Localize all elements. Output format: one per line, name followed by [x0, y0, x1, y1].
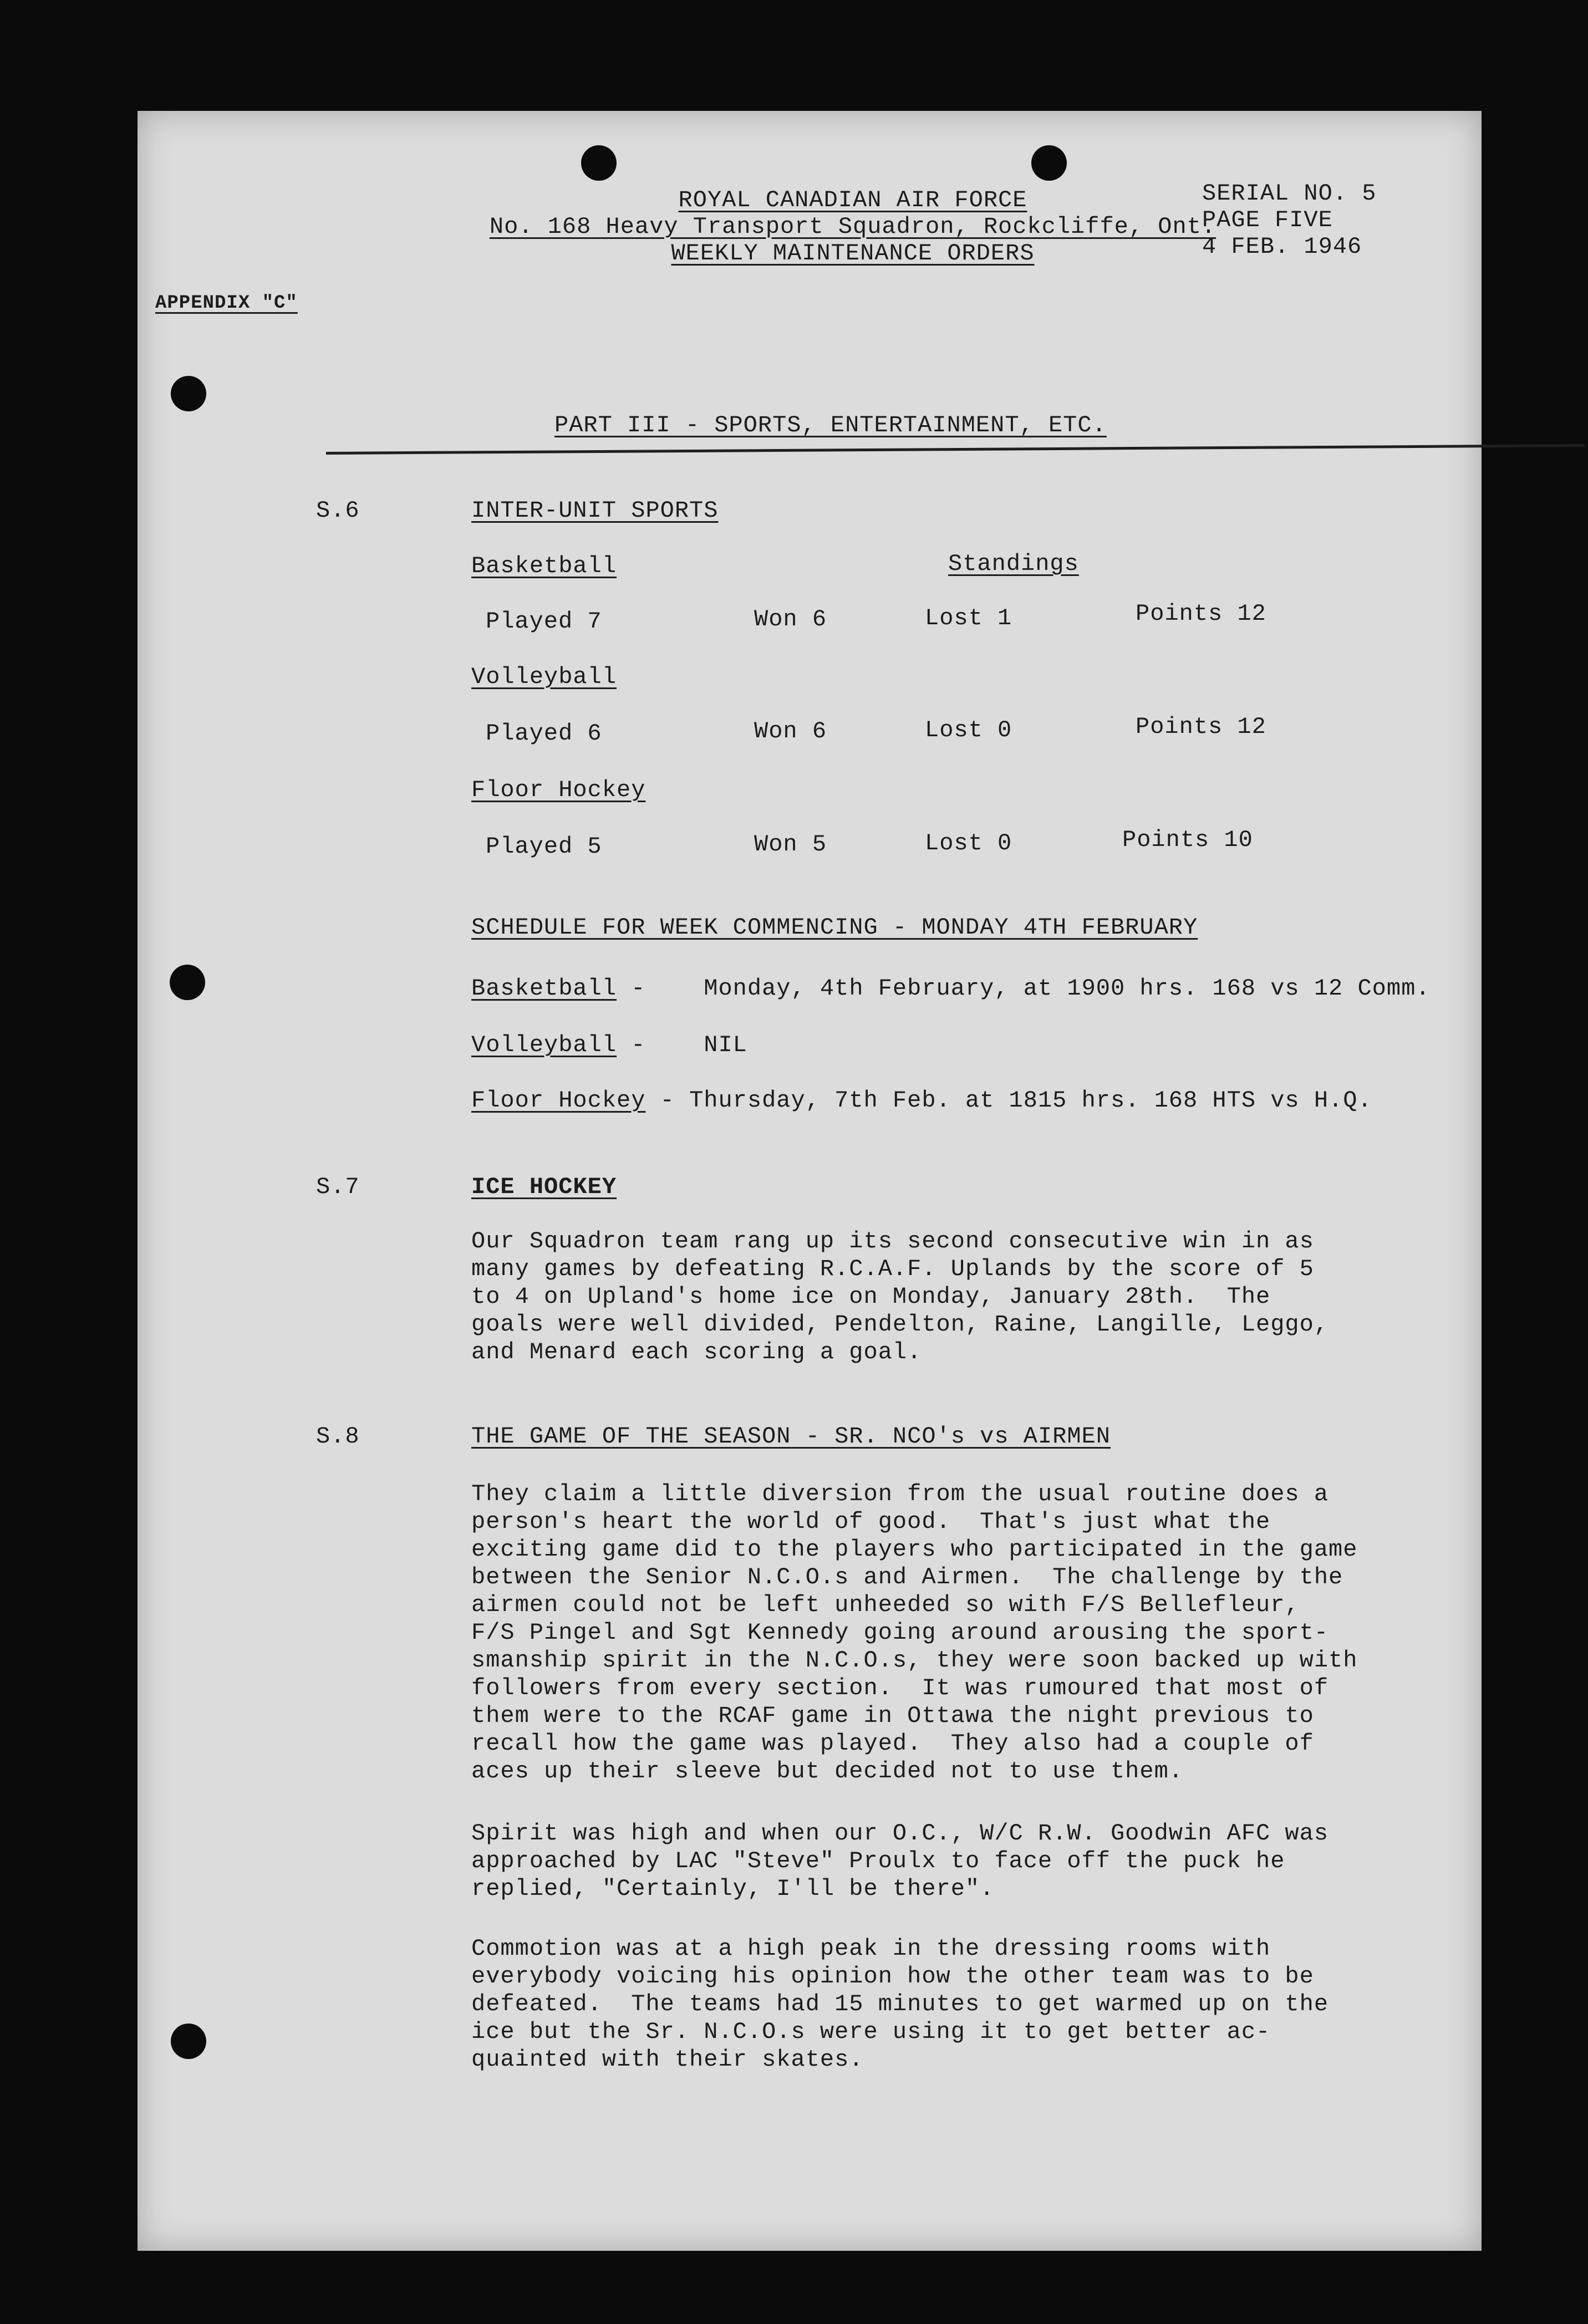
- order-date: 4 FEB. 1946: [1202, 233, 1362, 260]
- section-number-s8: S.8: [316, 1423, 360, 1450]
- game-paragraph-1: They claim a little diversion from the usual routine does a person's heart the world of good. That's just what the exciting game did to the players who participated in the game between the Senior N.C.O.s and Airmen. The challenge by the airmen could not be left unheeded so with F/S Bellefleur, F/S Pingel and Sgt Kennedy going around arousing the sport- smanship spirit in the N.C.O.s, they were soon backed up with followers from every section. It was rumoured that most of them were to the RCAF game in Ottawa the night previous to recall how the game was played. They also had a couple of aces up their sleeve but decided not to use them.: [471, 1481, 1358, 1785]
- document-page: [138, 111, 1482, 2251]
- ice-hockey-paragraph: Our Squadron team rang up its second consecutive win in as many games by defeating R.C.A.F. Uplands by the score of 5 to 4 on Upland's home ice on Monday, January 28th. The goals were well divided, Pendelton, Raine, Langille, Leggo, and Menard each scoring a goal.: [471, 1228, 1329, 1365]
- basketball-won: Won 6: [754, 606, 827, 633]
- punch-hole-left-lower: [171, 2024, 206, 2059]
- sport-label-volleyball: Volleyball: [471, 664, 617, 690]
- game-paragraph-2: Spirit was high and when our O.C., W/C R.W. Goodwin AFC was approached by LAC "Steve" Proulx to face off the puck he replied, "Certainly, I'll be there".: [471, 1820, 1329, 1902]
- serial-number: SERIAL NO. 5: [1202, 180, 1377, 207]
- punch-hole-left-upper: [171, 376, 206, 411]
- schedule-detail-basketball: - Monday, 4th February, at 1900 hrs. 168 vs 12 Comm.: [617, 975, 1431, 1002]
- header-title-line3: WEEKLY MAINTENANCE ORDERS: [671, 240, 1035, 267]
- punch-hole-top-left: [581, 145, 617, 181]
- floor-hockey-points: Points 10: [1122, 827, 1253, 853]
- part-title: PART III - SPORTS, ENTERTAINMENT, ETC.: [554, 412, 1107, 439]
- game-paragraph-3: Commotion was at a high peak in the dressing rooms with everybody voicing his opinion how the other team was to be defeated. The teams had 15 minutes to get warmed up on the ice but the Sr. N.C.O.s were using it to get better ac- quainted with their skates.: [471, 1935, 1329, 2073]
- basketball-played: Played 7: [486, 608, 602, 635]
- schedule-row-basketball: [471, 977, 1430, 1000]
- page-number: PAGE FIVE: [1202, 207, 1333, 233]
- basketball-lost: Lost 1: [925, 605, 1012, 631]
- floor-hockey-played: Played 5: [486, 833, 602, 860]
- schedule-sport-volleyball: Volleyball: [471, 1032, 617, 1058]
- volleyball-played: Played 6: [486, 720, 602, 747]
- section-heading-s6: INTER-UNIT SPORTS: [471, 497, 719, 524]
- schedule-row-floor-hockey: [471, 1089, 1372, 1112]
- section-number-s6: S.6: [316, 497, 360, 524]
- section-heading-s8: THE GAME OF THE SEASON - SR. NCO's vs AIRMEN: [471, 1423, 1111, 1450]
- schedule-heading: SCHEDULE FOR WEEK COMMENCING - MONDAY 4TH FEBRUARY: [471, 914, 1198, 941]
- section-number-s7: S.7: [316, 1174, 360, 1200]
- schedule-row-volleyball: [471, 1033, 747, 1057]
- schedule-detail-volleyball: - NIL: [617, 1032, 747, 1058]
- basketball-points: Points 12: [1136, 600, 1266, 627]
- standings-label: Standings: [948, 551, 1079, 577]
- section-heading-s7: ICE HOCKEY: [471, 1174, 617, 1200]
- header-title-line1: ROYAL CANADIAN AIR FORCE: [678, 187, 1027, 213]
- schedule-sport-basketball: Basketball: [471, 975, 617, 1002]
- header-rule: [326, 444, 1585, 455]
- volleyball-won: Won 6: [754, 718, 827, 745]
- appendix-label: APPENDIX "C": [155, 293, 298, 314]
- floor-hockey-won: Won 5: [754, 831, 827, 858]
- header-title-line2: No. 168 Heavy Transport Squadron, Rockcliffe, Ont.: [489, 213, 1217, 240]
- volleyball-points: Points 12: [1136, 713, 1266, 740]
- sport-label-basketball: Basketball: [471, 553, 617, 579]
- sport-label-floor-hockey: Floor Hockey: [471, 777, 646, 803]
- floor-hockey-lost: Lost 0: [925, 830, 1012, 857]
- punch-hole-left-middle: [170, 965, 205, 1000]
- schedule-detail-floor-hockey: - Thursday, 7th Feb. at 1815 hrs. 168 HTS vs H.Q.: [645, 1087, 1372, 1114]
- schedule-sport-floor-hockey: Floor Hockey: [471, 1087, 646, 1114]
- volleyball-lost: Lost 0: [925, 717, 1012, 743]
- punch-hole-top-right: [1031, 145, 1067, 181]
